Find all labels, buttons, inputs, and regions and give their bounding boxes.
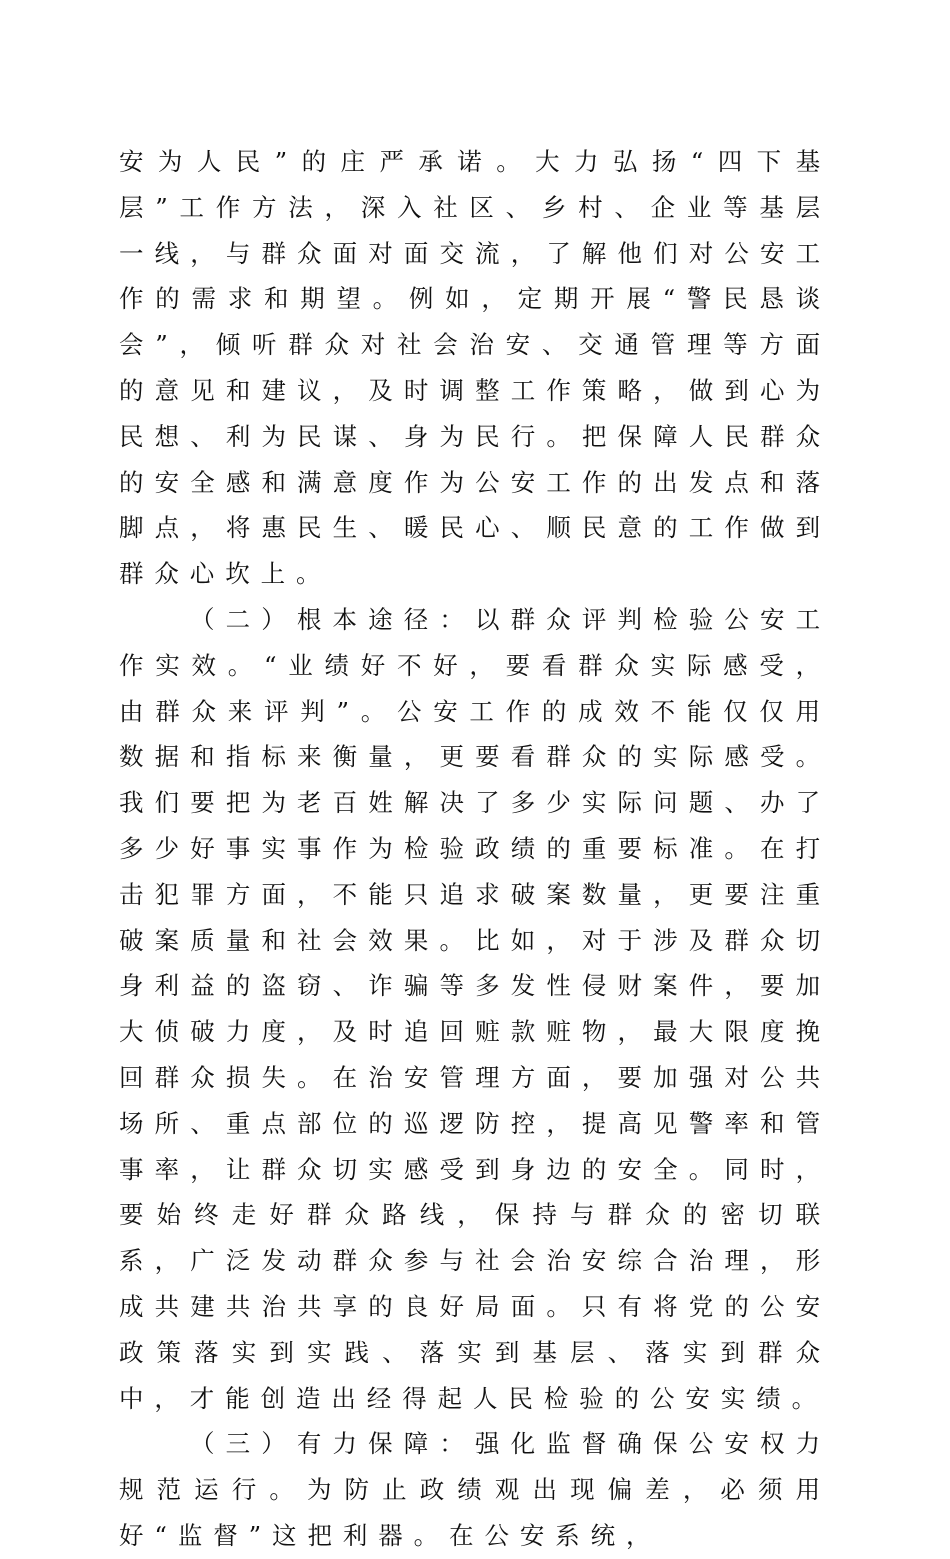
paragraph-text: 为防止政绩观出现偏差，必须用好“监督”这把利器。在公安系统， [119, 1475, 832, 1550]
paragraph-section-3 [119, 1421, 831, 1558]
paragraph-body [119, 139, 831, 597]
section-heading: （三）有力保障：强化监督确保公安权力规范运行。 [119, 1429, 831, 1505]
paragraph-text: “业绩好不好，要看群众实际感受，由群众来评判”。公安工作的成效不能仅仅用数据和指标来衡量，更要看群众的实际感受。我们要把为老百姓解决了多少实际问题、办了多少好事实事作为检验政绩的重要标准。在打击犯罪方面，不能只追求破案数量，更要注重破案质量和社会效果。比如，对于涉及群众切身利益的盗窃、诈骗等多发性侵财案件，要加大侦破力度，及时追回赃款赃物，最大限度挽回群众损失。在治安管理方面，要加强对公共场所、重点部位的巡逻防控，提高见警率和管事率，让群众切实感受到身边的安全。同时，要始终走好群众路线，保持与群众的密切联系，广泛发动群众参与社会治安综合治理，形成共建共治共享的良好局面。只有将党的公安政策落实到实践、落实到基层、落实到群众中，才能创造出经得起人民检验的公安实绩。 [119, 650, 831, 1413]
document-page [119, 139, 831, 1559]
paragraph-text: 安为人民”的庄严承诺。大力弘扬“四下基层”工作方法，深入社区、乡村、企业等基层一线，与群众面对面交流，了解他们对公安工作的需求和期望。例如，定期开展“警民恳谈会”，倾听群众对社会治安、交通管理等方面的意见和建议，及时调整工作策略，做到心为民想、利为民谋、身为民行。把保障人民群众的安全感和满意度作为公安工作的出发点和落脚点，将惠民生、暖民心、顺民意的工作做到群众心坎上。 [119, 147, 831, 589]
paragraph-section-2 [119, 597, 831, 1421]
section-heading: （二）根本途径：以群众评判检验公安工作实效。 [119, 604, 831, 680]
